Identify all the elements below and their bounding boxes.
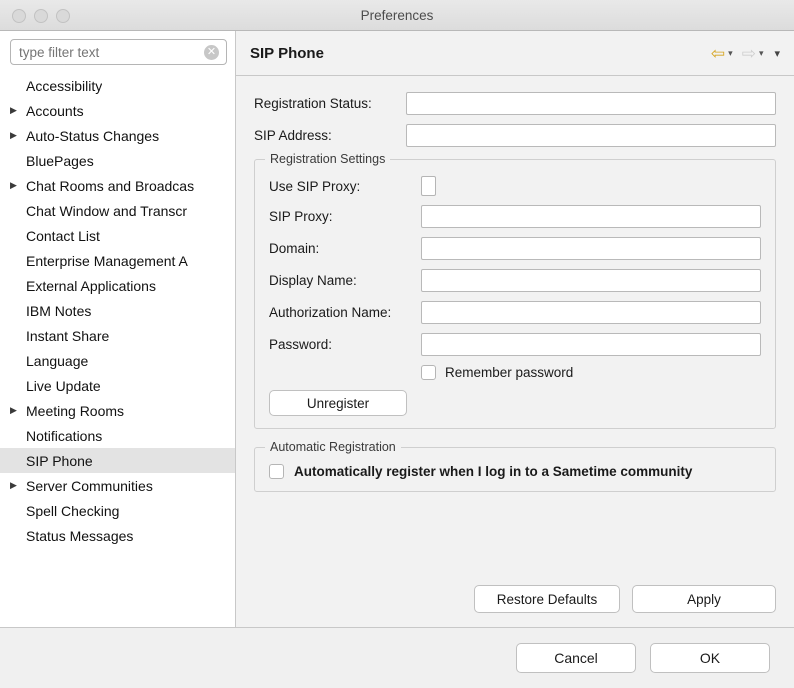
sidebar-item-label: Chat Window and Transcr bbox=[26, 202, 188, 219]
sidebar-item-label: Live Update bbox=[26, 377, 101, 394]
sidebar-item-label: Status Messages bbox=[26, 527, 134, 544]
sidebar-item-label: BluePages bbox=[26, 152, 94, 169]
display-name-row bbox=[269, 269, 761, 292]
sidebar-item-label: SIP Phone bbox=[26, 452, 93, 469]
twisty-icon[interactable]: ▶ bbox=[10, 480, 17, 490]
automatic-registration-group bbox=[254, 440, 776, 492]
sidebar-item-label: Contact List bbox=[26, 227, 100, 244]
automatic-registration-title: Automatic Registration bbox=[265, 440, 401, 454]
sidebar-item-chat-rooms-and-broadcast[interactable] bbox=[0, 173, 235, 198]
password-field[interactable] bbox=[421, 333, 761, 356]
domain-row bbox=[269, 237, 761, 260]
sidebar-item-bluepages[interactable] bbox=[0, 148, 235, 173]
filter-container bbox=[0, 31, 235, 71]
sidebar-item-label: Enterprise Management A bbox=[26, 252, 188, 269]
display-name-field[interactable] bbox=[421, 269, 761, 292]
sidebar-item-server-communities[interactable] bbox=[0, 473, 235, 498]
sidebar-item-enterprise-management[interactable] bbox=[0, 248, 235, 273]
use-sip-proxy-label: Use SIP Proxy: bbox=[269, 178, 361, 194]
forward-arrow-icon[interactable]: ⇨ bbox=[741, 43, 756, 63]
close-window-button[interactable] bbox=[12, 9, 26, 23]
back-arrow-icon[interactable]: ⇦ bbox=[710, 43, 726, 63]
page-nav-controls bbox=[711, 45, 780, 62]
ok-button[interactable]: OK bbox=[650, 643, 770, 673]
page-header bbox=[236, 31, 794, 76]
auto-register-checkbox[interactable] bbox=[269, 464, 284, 479]
page-title: SIP Phone bbox=[250, 44, 324, 62]
sidebar-item-label: Accounts bbox=[26, 102, 84, 119]
sidebar-item-label: Auto-Status Changes bbox=[26, 127, 160, 144]
sidebar-item-label: Chat Rooms and Broadcas bbox=[26, 177, 195, 194]
restore-defaults-button[interactable]: Restore Defaults bbox=[474, 585, 620, 613]
page-content bbox=[236, 76, 794, 575]
sip-address-label: SIP Address: bbox=[254, 128, 332, 143]
sidebar-item-status-messages[interactable] bbox=[0, 523, 235, 548]
sidebar-item-label: Instant Share bbox=[26, 327, 110, 344]
sidebar-item-label: Accessibility bbox=[26, 77, 103, 94]
sidebar-item-instant-share[interactable] bbox=[0, 323, 235, 348]
domain-field[interactable] bbox=[421, 237, 761, 260]
sip-proxy-field[interactable] bbox=[421, 205, 761, 228]
sidebar-item-notifications[interactable] bbox=[0, 423, 235, 448]
sidebar-item-sip-phone[interactable] bbox=[0, 448, 235, 473]
authorization-name-field[interactable] bbox=[421, 301, 761, 324]
use-sip-proxy-checkbox[interactable] bbox=[421, 176, 436, 196]
minimize-window-button[interactable] bbox=[34, 9, 48, 23]
unregister-button[interactable]: Unregister bbox=[269, 390, 407, 416]
sidebar-item-label: Server Communities bbox=[26, 477, 153, 494]
sip-address-row bbox=[254, 124, 776, 147]
sidebar-item-auto-status-changes[interactable] bbox=[0, 123, 235, 148]
clear-filter-icon[interactable]: ✕ bbox=[204, 45, 219, 60]
sidebar-item-language[interactable] bbox=[0, 348, 235, 373]
apply-button[interactable]: Apply bbox=[632, 585, 776, 613]
sidebar-item-label: External Applications bbox=[26, 277, 156, 294]
sidebar-item-label: Language bbox=[26, 352, 89, 369]
domain-label: Domain: bbox=[269, 241, 320, 256]
registration-status-field[interactable] bbox=[406, 92, 776, 115]
sip-proxy-label: SIP Proxy: bbox=[269, 209, 333, 224]
twisty-icon[interactable]: ▶ bbox=[10, 130, 17, 140]
sidebar-item-label: Meeting Rooms bbox=[26, 402, 125, 419]
password-label: Password: bbox=[269, 337, 333, 352]
use-sip-proxy-row bbox=[269, 176, 761, 196]
twisty-icon[interactable]: ▶ bbox=[10, 405, 17, 415]
sidebar-item-meeting-rooms[interactable] bbox=[0, 398, 235, 423]
window-titlebar bbox=[0, 0, 794, 31]
auto-register-row bbox=[269, 464, 761, 479]
sidebar-item-live-update[interactable] bbox=[0, 373, 235, 398]
registration-status-label: Registration Status: bbox=[254, 96, 372, 111]
remember-password-label: Remember password bbox=[445, 365, 574, 380]
preferences-page bbox=[236, 31, 794, 627]
remember-password-checkbox[interactable] bbox=[421, 365, 436, 380]
preferences-tree bbox=[0, 71, 235, 627]
authorization-name-row bbox=[269, 301, 761, 324]
authorization-name-label: Authorization Name: bbox=[269, 305, 392, 320]
preferences-sidebar bbox=[0, 31, 236, 627]
sidebar-item-spell-checking[interactable] bbox=[0, 498, 235, 523]
sidebar-item-external-applications[interactable] bbox=[0, 273, 235, 298]
sidebar-item-label: Spell Checking bbox=[26, 502, 120, 519]
forward-dropdown-icon[interactable]: ▾ bbox=[758, 47, 764, 58]
sip-address-field[interactable] bbox=[406, 124, 776, 147]
password-row bbox=[269, 333, 761, 356]
dialog-button-bar bbox=[0, 627, 794, 688]
filter-input[interactable] bbox=[10, 39, 227, 65]
cancel-button[interactable]: Cancel bbox=[516, 643, 636, 673]
back-dropdown-icon[interactable]: ▾ bbox=[728, 47, 733, 58]
registration-settings-title: Registration Settings bbox=[265, 152, 390, 166]
auto-register-label: Automatically register when I log in to a Sametime community bbox=[294, 464, 693, 479]
twisty-icon[interactable]: ▶ bbox=[10, 105, 17, 115]
remember-password-row bbox=[421, 365, 761, 380]
registration-status-row bbox=[254, 92, 776, 115]
page-menu-icon[interactable]: ▾ bbox=[774, 47, 780, 60]
sidebar-item-chat-window-and-transcripts[interactable] bbox=[0, 198, 235, 223]
window-controls bbox=[12, 9, 70, 23]
sidebar-item-ibm-notes[interactable] bbox=[0, 298, 235, 323]
sidebar-item-contact-list[interactable] bbox=[0, 223, 235, 248]
page-action-buttons bbox=[236, 575, 794, 627]
window-title: Preferences bbox=[360, 7, 434, 23]
maximize-window-button[interactable] bbox=[56, 9, 70, 23]
sip-proxy-row bbox=[269, 205, 761, 228]
sidebar-item-accessibility[interactable] bbox=[0, 73, 235, 98]
display-name-label: Display Name: bbox=[269, 273, 357, 288]
twisty-icon[interactable]: ▶ bbox=[10, 180, 17, 190]
sidebar-item-accounts[interactable] bbox=[0, 98, 235, 123]
registration-settings-group bbox=[254, 152, 776, 429]
window-body bbox=[0, 31, 794, 627]
sidebar-item-label: IBM Notes bbox=[26, 302, 92, 319]
sidebar-item-label: Notifications bbox=[26, 427, 103, 444]
